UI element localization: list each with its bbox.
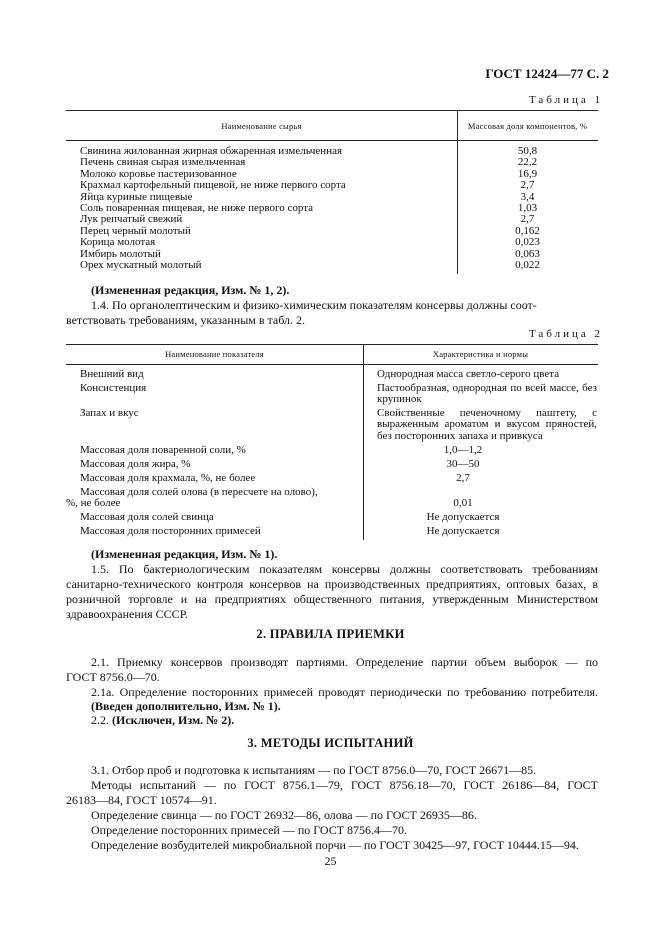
paragraph-2-1a: 2.1а. Определение посторонних примесей проводят периодически по требованию потребителя. (91, 685, 598, 699)
table1-row-value: 0,162 (515, 224, 540, 237)
paragraph-3-1: 3.1. Отбор проб и подготовка к испытаниям — по ГОСТ 8756.0—70, ГОСТ 26671—85. (91, 763, 537, 777)
table2-row-name: Массовая доля крахмала, %, не более (80, 472, 256, 484)
table1-row-value: 0,023 (515, 236, 540, 249)
table1-row-value: 50,8 (517, 145, 538, 157)
table1-row-value: 16,9 (517, 167, 538, 180)
table2-header-rule (66, 364, 598, 365)
table1-header-share: Массовая доля компонентов, % (467, 121, 588, 131)
table2-row-value: Не допускается (426, 525, 500, 537)
paragraph-lead-tin: Определение свинца — по ГОСТ 26932—86, олова — по ГОСТ 26935—86. (91, 808, 477, 822)
table1-row-value: 0,022 (515, 259, 540, 271)
table2-row-value: 1,0—1,2 (443, 444, 483, 456)
table1-row-name: Яйца куриные пищевые (80, 190, 193, 203)
table2-row-name: Запах и вкус (80, 407, 139, 419)
table2-row-name-continued: %, не более (66, 497, 121, 510)
table1-row-name: Орех мускатный молотый (80, 259, 202, 271)
page-number: 25 (324, 854, 337, 868)
table1-top-rule (66, 110, 598, 111)
table1-caption: Таблица 1 (528, 94, 603, 106)
table2-row-value: Однородная масса светло-серого цвета (377, 368, 560, 380)
table1-header-name: Наименование сырья (221, 121, 302, 131)
paragraph-microbial: Определение возбудителей микробиальной порчи — по ГОСТ 30425—97, ГОСТ 10444.15—94. (91, 838, 579, 852)
table2-row-name: Массовая доля жира, % (80, 458, 191, 470)
table1-row-value: 3,4 (520, 190, 535, 203)
table2-row-name: Массовая доля посторонних примесей (80, 525, 261, 537)
table2-row-value: 0,01 (453, 497, 473, 510)
section-3-title: 3. МЕТОДЫ ИСПЫТАНИЙ (247, 736, 414, 750)
table1-row-value: 0,063 (515, 247, 540, 260)
table1-row-name: Лук репчатый свежий (80, 213, 183, 226)
table2-header-name: Наименование показателя (165, 349, 264, 359)
table2-row-name: Внешний вид (80, 368, 144, 380)
paragraph-methods-line1: Методы испытаний — по ГОСТ 8756.1—79, ГОСТ 8756.18—70, ГОСТ 26186—84, ГОСТ (91, 778, 598, 792)
table2-caption: Таблица 2 (528, 328, 603, 340)
paragraph-1-4-line2: ветствовать требованиям, указанным в табл. 2. (66, 313, 306, 327)
table1-row-name: Перец черный молотый (80, 224, 191, 237)
table2-row-name: Консистенция (80, 382, 147, 394)
table2-row-name: Массовая доля поваренной соли, % (80, 444, 246, 456)
table1-row-name: Имбирь молотый (80, 247, 161, 260)
note-amendment-1: (Измененная редакция, Изм. № 1). (91, 547, 278, 561)
paragraph-2-2 (91, 713, 234, 728)
table2-top-rule (66, 344, 598, 345)
table2-column-divider (363, 344, 364, 540)
table1-header-rule (66, 140, 598, 141)
document-reference: ГОСТ 12424—77 С. 2 (485, 66, 609, 81)
table1-row-name: Молоко коровье пастеризованное (80, 167, 237, 180)
table2-row-name: Массовая доля солей олова (в пересчете на олово), (80, 486, 318, 498)
note-introduced-amendment-1: (Введен дополнительно, Изм. № 1). (91, 699, 281, 713)
paragraph-2-1-line1: 2.1. Приемку консервов производят партиями. Определение партии объем выборок — по (91, 655, 598, 669)
paragraph-methods-line2: 26183—84, ГОСТ 10574—91. (66, 793, 217, 807)
paragraph-1-5-line4: здравоохранения СССР. (66, 607, 188, 621)
table1-row-name: Печень свиная сырая измельченная (80, 156, 246, 169)
table2-row-value: 30—50 (446, 458, 480, 470)
table2-row-value: Не допускается (426, 511, 500, 523)
table1-row-value: 2,7 (520, 213, 535, 226)
note-amendment-1-2: (Измененная редакция, Изм. № 1, 2). (91, 283, 290, 297)
paragraph-2-2-excluded: (Исключен, Изм. № 2). (112, 713, 235, 727)
section-2-title: 2. ПРАВИЛА ПРИЕМКИ (256, 627, 405, 641)
table1-row-value: 1,03 (517, 202, 538, 214)
table2-row-value: Свойственные печеночному паштету, с выраженным ароматом и вкусом пряностей, без посторонних запаха и привкуса (377, 407, 597, 442)
table2-row-value: 2,7 (456, 472, 470, 484)
paragraph-2-1-line2: ГОСТ 8756.0—70. (66, 670, 160, 684)
paragraph-impurities: Определение посторонних примесей — по ГОСТ 8756.4—70. (91, 823, 408, 837)
table2-row-value: Пастообразная, однородная по всей массе, без крупинок (377, 382, 597, 406)
table2-header-value: Характеристика и нормы (432, 349, 529, 359)
paragraph-1-4-line1: 1.4. По органолептическим и физико-химическим показателям консервы должны соот- (91, 298, 537, 312)
table1-row-name: Корица молотая (80, 236, 156, 249)
paragraph-1-5-line2: санитарно-технического контроля консервов на производственных предприятиях, оптовых базах, в (66, 577, 598, 591)
table1-row-value: 2,7 (520, 179, 535, 192)
table2-row-name: Массовая доля солей свинца (80, 511, 214, 523)
table1-row-name: Свинина жилованная жирная обжаренная измельченная (80, 145, 343, 157)
table1-row-name: Соль поваренная пищевая, не ниже первого сорта (80, 202, 314, 214)
paragraph-1-5-line1: 1.5. По бактериологическим показателям консервы должны соответствовать требованиям (91, 562, 598, 576)
table1-row-value: 22,2 (517, 156, 538, 169)
table1-row-name: Крахмал картофельный пищевой, не ниже первого сорта (80, 179, 346, 192)
paragraph-2-2-number: 2.2. (91, 713, 109, 727)
paragraph-1-5-line3: розничной торговле и на предприятиях общественного питания, утвержденным Министерством (66, 592, 598, 606)
